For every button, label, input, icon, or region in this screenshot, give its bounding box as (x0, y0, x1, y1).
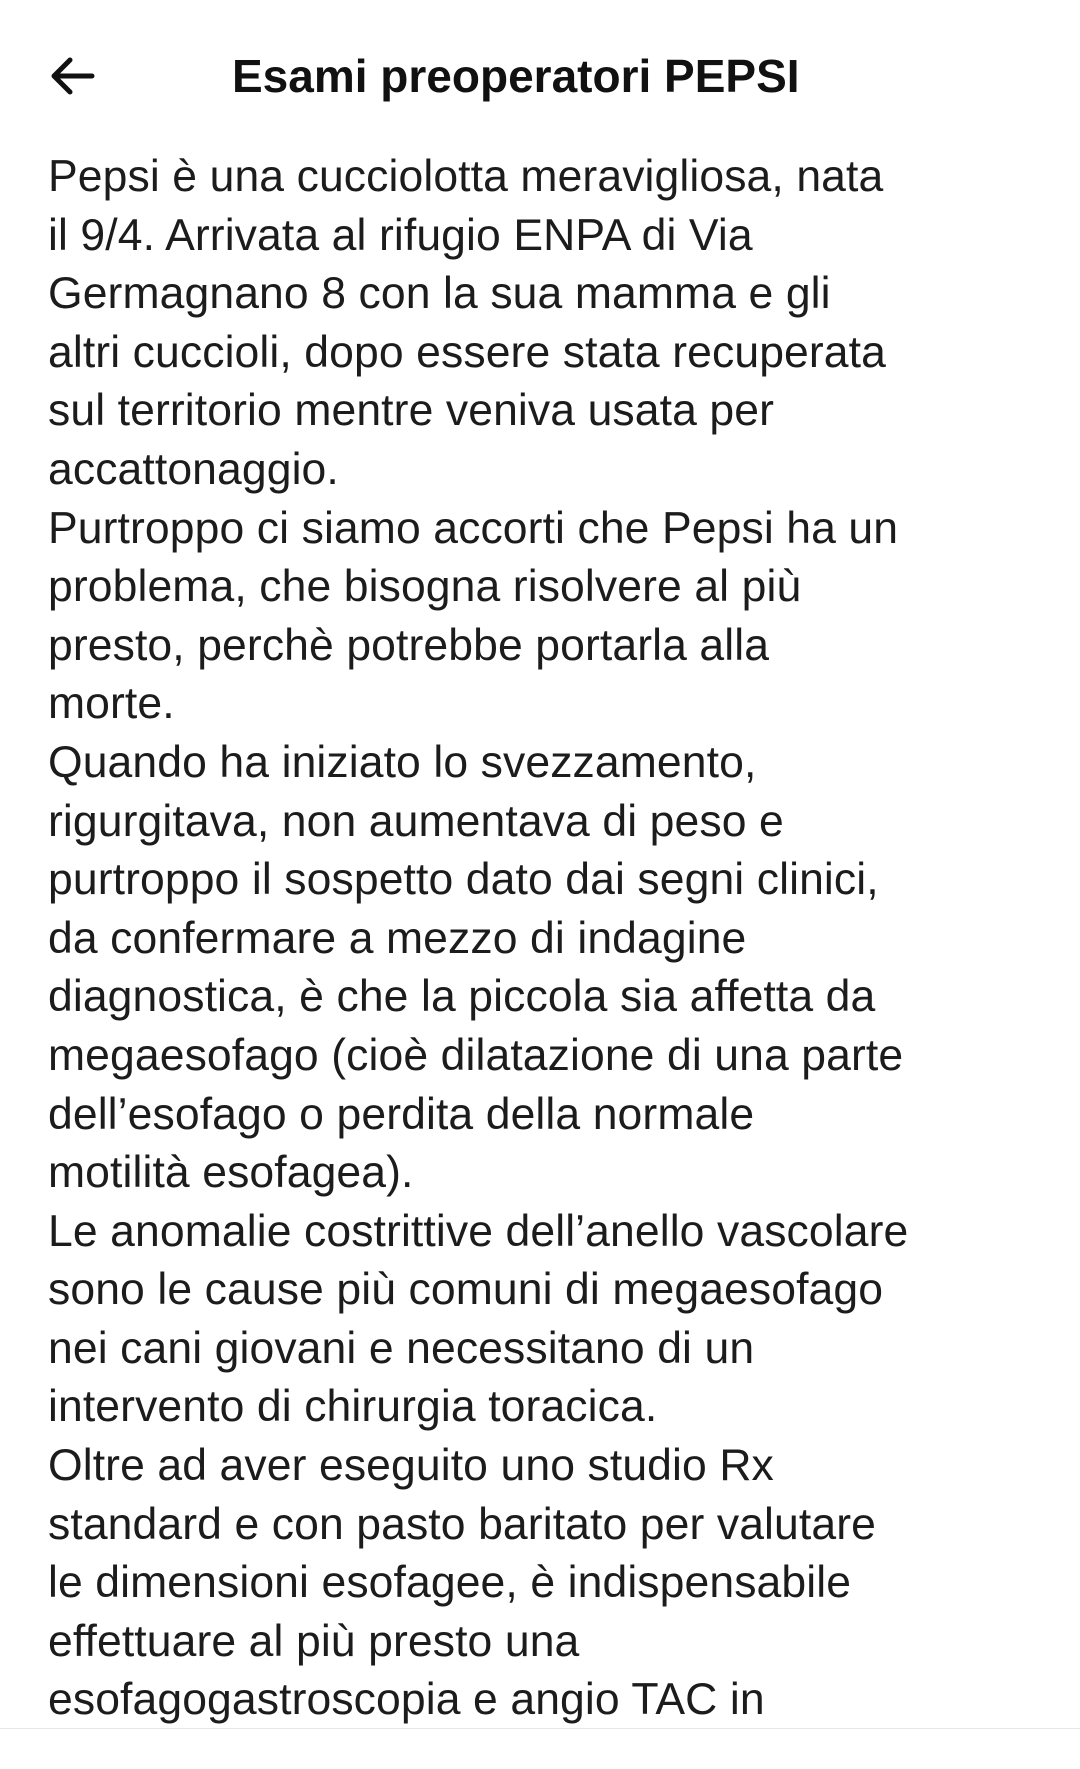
post-content (48, 148, 1038, 1728)
back-button[interactable] (40, 44, 104, 108)
page-title: Esami preoperatori PEPSI (232, 50, 800, 102)
top-app-bar (0, 0, 1080, 150)
bottom-edge (0, 1728, 1080, 1769)
post-body-text: Pepsi è una cucciolotta meravigliosa, nata il 9/4. Arrivata al rifugio ENPA di Via Germagnano 8 con la sua mamma e gli altri cuccioli, dopo essere stata recuperata sul territorio mentre veniva usata per accattonaggio. Purtroppo ci siamo accorti che Pepsi ha un problema, che bisogna risolvere al più presto, perchè potrebbe portarla alla morte. Quando ha iniziato lo svezzamento, rigurgitava, non aumentava di peso e purtroppo il sospetto dato dai segni clinici, da confermare a mezzo di indagine diagnostica, è che la piccola sia affetta da megaesofago (cioè dilatazione di una parte dell’esofago o perdita della normale motilità esofagea). Le anomalie costrittive dell’anello vascolare sono le cause più comuni di megaesofago nei cani giovani e necessitano di un intervento di chirurgia toracica. Oltre ad aver eseguito uno studio Rx standard e con pasto baritato per valutare le dimensioni esofagee, è indispensabile effettuare al più presto una esofagogastroscopia e angio TAC in (48, 152, 909, 1725)
arrow-left-icon (48, 56, 96, 96)
